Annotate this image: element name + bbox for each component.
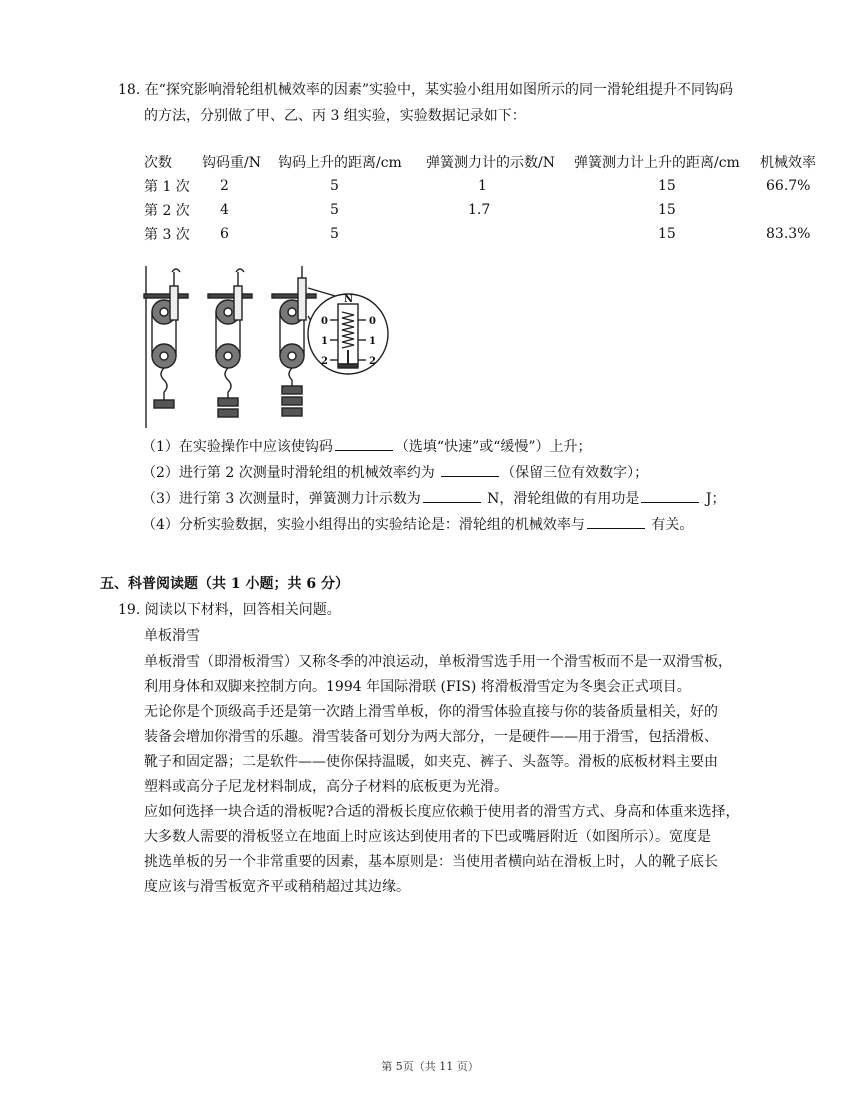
table-cell: 6 bbox=[220, 226, 229, 242]
sub2-text-b: （保留三位有效数字）； bbox=[501, 465, 649, 481]
page-footer: 第 5页（共 11 页） bbox=[381, 1060, 479, 1073]
table-cell bbox=[426, 222, 574, 246]
answer-blank[interactable] bbox=[587, 514, 645, 529]
article-line: 塑料或高分子尼龙材料制成，高分子材料的底板更为光滑。 bbox=[144, 779, 508, 795]
answer-blank[interactable] bbox=[423, 488, 481, 503]
header-cell: 钩码上升的距离/cm bbox=[278, 155, 402, 171]
gauge-tick-label: 2 bbox=[321, 356, 328, 367]
gauge-tick-label: 1 bbox=[369, 336, 376, 347]
article-line: 利用身体和双脚来控制方向。1994 年国际滑联 (FIS) 将滑板滑雪定为冬奥会正式项目。 bbox=[144, 679, 691, 695]
header-cell: 次数 bbox=[144, 155, 172, 171]
gauge-tick-label: 0 bbox=[321, 316, 328, 327]
q18-line2: 的方法，分别做了甲、乙、丙 3 组实验，实验数据记录如下： bbox=[144, 108, 526, 124]
gauge-tick-label: 0 bbox=[369, 316, 376, 327]
table-header-row bbox=[144, 150, 820, 174]
table-cell: 1 bbox=[478, 178, 487, 194]
table-cell: 66.7% bbox=[766, 178, 811, 194]
q19-intro: 19. 阅读以下材料，回答相关问题。 bbox=[118, 602, 341, 618]
table-cell: 15 bbox=[658, 226, 676, 242]
table-cell: 4 bbox=[220, 202, 229, 218]
header-cell: 弹簧测力计的示数/N bbox=[426, 155, 555, 171]
sub-question-1 bbox=[142, 436, 592, 457]
gauge-tick-label: 1 bbox=[321, 336, 328, 347]
article-line: 应如何选择一块合适的滑板呢?合适的滑板长度应依赖于使用者的滑雪方式、身高和体重来选择， bbox=[144, 804, 740, 820]
table-cell: 5 bbox=[330, 226, 339, 242]
sub4-text-a: （4）分析实验数据，实验小组得出的实验结论是：滑轮组的机械效率与 bbox=[142, 517, 585, 533]
header-cell: 钩码重/N bbox=[202, 155, 261, 171]
sub-question-4 bbox=[142, 514, 693, 535]
article-line: 挑选单板的另一个非常重要的因素，基本原则是：当使用者横向站在滑板上时，人的靴子底长 bbox=[144, 854, 718, 870]
table-cell: 83.3% bbox=[766, 226, 811, 242]
table-cell: 2 bbox=[220, 178, 229, 194]
table-cell bbox=[760, 198, 820, 222]
table-cell: 15 bbox=[658, 178, 676, 194]
answer-blank[interactable] bbox=[441, 462, 499, 477]
answer-blank[interactable] bbox=[335, 436, 393, 451]
sub-question-3 bbox=[142, 488, 725, 509]
sub1-text-b: （选填“快速”或“缓慢”）上升； bbox=[394, 439, 592, 455]
q18-line1: 18. 在“探究影响滑轮组机械效率的因素”实验中，某实验小组用如图所示的同一滑轮组提升不同钩码 bbox=[118, 82, 734, 98]
table-row bbox=[144, 222, 820, 246]
header-cell: 弹簧测力计上升的距离/cm bbox=[574, 155, 740, 171]
article-line: 靴子和固定器；二是软件——使你保持温暖，如夹克、裤子、头盔等。滑板的底板材料主要由 bbox=[144, 754, 718, 770]
article-line: 大多数人需要的滑板竖立在地面上时应该达到使用者的下巴或嘴唇附近（如图所示）。宽度是 bbox=[144, 829, 711, 845]
article-line: 度应该与滑雪板宽齐平或稍稍超过其边缘。 bbox=[144, 879, 410, 895]
article-line: 装备会增加你滑雪的乐趣。滑雪装备可划分为两大部分，一是硬件——用于滑雪，包括滑板、 bbox=[144, 729, 718, 745]
sub3-text-c: J； bbox=[701, 491, 726, 507]
article-line: 无论你是个顶级高手还是第一次踏上滑雪单板，你的滑雪体验直接与你的装备质量相关，好的 bbox=[144, 704, 718, 720]
sub1-text-a: （1）在实验操作中应该使钩码 bbox=[142, 439, 333, 455]
table-cell: 15 bbox=[658, 202, 676, 218]
table-cell: 1.7 bbox=[468, 202, 491, 218]
pulley-figure bbox=[142, 264, 394, 430]
table-row bbox=[144, 174, 820, 198]
table-cell: 第 3 次 bbox=[144, 227, 190, 243]
data-table bbox=[144, 150, 820, 246]
answer-blank[interactable] bbox=[641, 488, 699, 503]
article-line: 单板滑雪（即滑板滑雪）又称冬季的冲浪运动，单板滑雪选手用一个滑雪板而不是一双滑雪板， bbox=[144, 654, 732, 670]
article-title: 单板滑雪 bbox=[144, 628, 200, 644]
sub-question-2 bbox=[142, 462, 648, 483]
sub4-text-b: 有关。 bbox=[646, 517, 694, 533]
header-cell: 机械效率 bbox=[760, 155, 816, 171]
gauge-tick-label: 2 bbox=[369, 356, 376, 367]
sub3-text-b: N，滑轮组做的有用功是 bbox=[482, 491, 640, 507]
table-cell: 第 2 次 bbox=[144, 203, 190, 219]
table-cell: 5 bbox=[330, 202, 339, 218]
sub2-text-a: （2）进行第 2 次测量时滑轮组的机械效率约为 bbox=[142, 465, 440, 481]
sub3-text-a: （3）进行第 3 次测量时，弹簧测力计示数为 bbox=[142, 491, 421, 507]
section-title: 五、科普阅读题（共 1 小题；共 6 分） bbox=[100, 576, 349, 592]
table-cell: 第 1 次 bbox=[144, 179, 190, 195]
table-cell: 5 bbox=[330, 178, 339, 194]
gauge-unit-label: N bbox=[344, 294, 354, 305]
table-row bbox=[144, 198, 820, 222]
